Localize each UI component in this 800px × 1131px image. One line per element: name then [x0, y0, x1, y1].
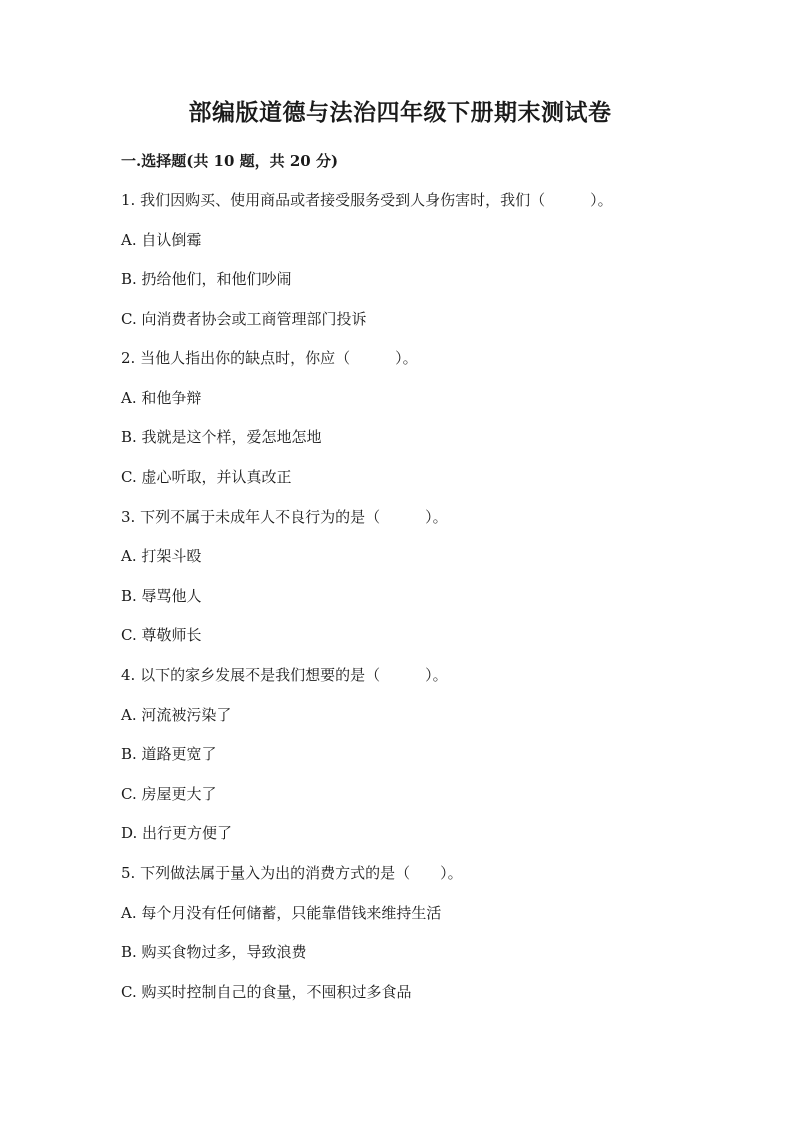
question-option: D. 出行更方便了: [121, 824, 233, 842]
question-option: B. 扔给他们，和他们吵闹: [121, 270, 292, 288]
question-option: C. 房屋更大了: [121, 785, 217, 803]
question-option: B. 道路更宽了: [121, 745, 217, 763]
question-option: B. 辱骂他人: [121, 587, 202, 605]
question-option: A. 和他争辩: [121, 389, 202, 407]
question-option: A. 每个月没有任何储蓄，只能靠借钱来维持生活: [121, 904, 442, 922]
question-stem: 4. 以下的家乡发展不是我们想要的是（ ）。: [121, 666, 448, 684]
page-title: 部编版道德与法治四年级下册期末测试卷: [188, 99, 612, 126]
question-option: A. 自认倒霉: [121, 231, 202, 249]
question-stem: 3. 下列不属于未成年人不良行为的是（ ）。: [121, 508, 448, 526]
question-option: B. 购买食物过多，导致浪费: [121, 943, 307, 961]
question-option: A. 河流被污染了: [121, 706, 232, 724]
question-option: C. 向消费者协会或工商管理部门投诉: [121, 310, 367, 328]
question-stem: 2. 当他人指出你的缺点时，你应（ ）。: [121, 349, 418, 367]
question-option: C. 虚心听取，并认真改正: [121, 468, 292, 486]
question-option: B. 我就是这个样，爱怎地怎地: [121, 428, 322, 446]
question-stem: 1. 我们因购买、使用商品或者接受服务受到人身伤害时，我们（ ）。: [121, 191, 613, 209]
question-option: C. 尊敬师长: [121, 626, 202, 644]
question-stem: 5. 下列做法属于量入为出的消费方式的是（ ）。: [121, 864, 463, 882]
section-heading: 一.选择题(共 10 题，共 20 分): [121, 152, 339, 170]
question-option: A. 打架斗殴: [121, 547, 202, 565]
question-option: C. 购买时控制自己的食量，不囤积过多食品: [121, 983, 412, 1001]
